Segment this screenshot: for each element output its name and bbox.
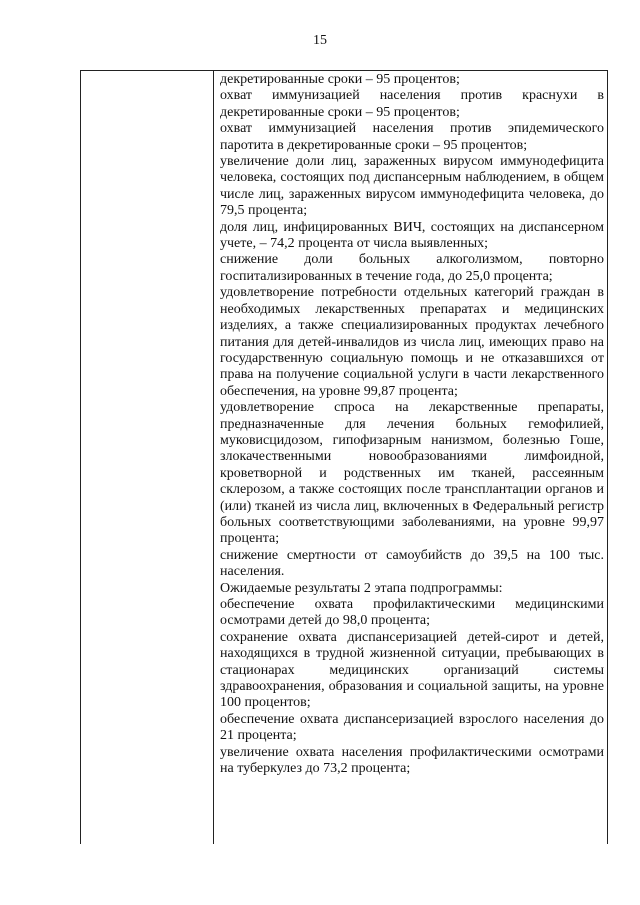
table-paragraph: обеспечение охвата диспансеризацией взрослого населения до 21 процента; [220,711,604,744]
table-paragraph: обеспечение охвата профилактическими медицинскими осмотрами детей до 98,0 процента; [220,597,604,629]
table-left-column [81,71,214,844]
table-paragraph: увеличение охвата населения профилактическими осмотрами на туберкулез до 73,2 процента; [220,744,604,777]
table-paragraph: увеличение доли лиц, зараженных вирусом иммунодефицита человека, состоящих под диспансерным наблюдением, в общем числе лиц, зараженных вирусом иммунодефицита человека, до 79,5 процента; [220,154,604,219]
page-number: 15 [313,33,327,48]
table-paragraph: охват иммунизацией населения против эпидемического паротита в декретированные сроки – 95 процентов; [220,121,604,153]
table-paragraph: снижение смертности от самоубийств до 39,5 на 100 тыс. населения. [220,547,604,580]
table-paragraph: охват иммунизацией населения против краснухи в декретированные сроки – 95 процентов; [220,88,604,120]
table-paragraph: декретированные сроки – 95 процентов; [220,72,460,87]
table-paragraph: сохранение охвата диспансеризацией детей-сирот и детей, находящихся в трудной жизненной ситуации, пребывающих в стационарах медицинских организаций системы здравоохранения, образования и социальной защиты, на уровне 100 процентов; [220,629,604,711]
table-paragraph: удовлетворение спроса на лекарственные препараты, предназначенные для лечения больных гемофилией, муковисцидозом, гипофизарным нанизмом, болезнью Гоше, злокачественными новообразованиями лимфоидной, кроветворной и родственных им тканей, рассеянным склерозом, а также состоящих после трансплантации органов и (или) тканей из числа лиц, включенных в Федеральный регистр больных соответствующими заболеваниями, на уровне 99,97 процента; [220,400,604,547]
table-right-column [220,72,604,777]
document-table [80,70,608,844]
table-paragraph: доля лиц, инфицированных ВИЧ, состоящих на диспансерном учете, – 74,2 процента от числа выявленных; [220,219,604,252]
table-paragraph: удовлетворение потребности отдельных категорий граждан в необходимых лекарственных препаратах и медицинских изделиях, а также специализированных продуктах лечебного питания для детей-инвалидов из числа лиц, имеющих право на государственную социальную помощь и не отказавшихся от права на получение социальной услуги в части лекарственного обеспечения, на уровне 99,87 процента; [220,285,604,399]
section-heading: Ожидаемые результаты 2 этапа подпрограммы: [220,580,503,596]
table-paragraph: снижение доли больных алкоголизмом, повторно госпитализированных в течение года, до 25,0 процента; [220,252,604,284]
